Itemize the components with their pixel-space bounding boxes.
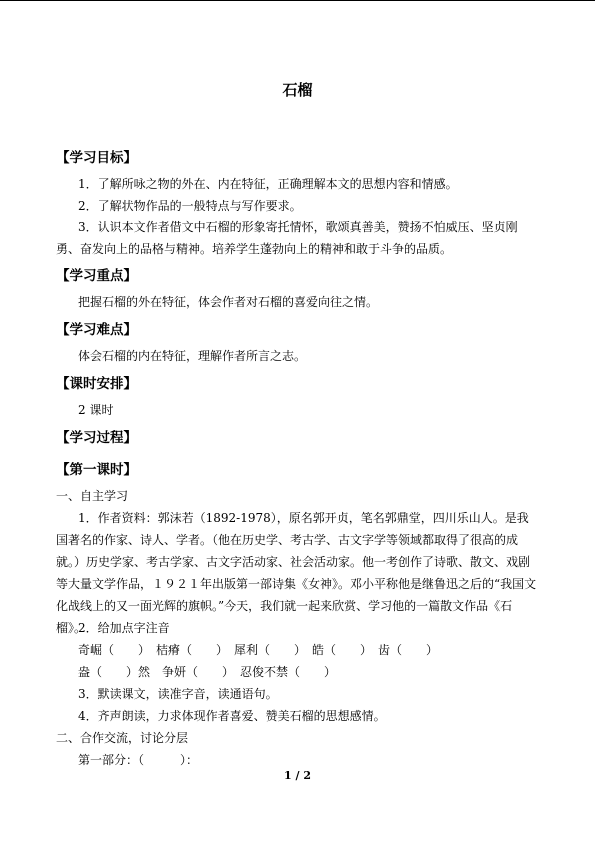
- pinyin-row-2: 盎（ ）然 争妍（ ） 忍俊不禁（ ）: [78, 665, 337, 679]
- header-rule: [0, 0, 595, 1]
- schedule-header: 【课时安排】: [56, 376, 137, 392]
- part2-title: 二、合作交流，讨论分层: [56, 731, 189, 745]
- goal-1: 1．了解所咏之物的外在、内在特征，正确理解本文的思想内容和情感。: [78, 177, 458, 191]
- focus-header: 【学习重点】: [56, 268, 137, 284]
- item-2: 2．给加点字注音: [78, 621, 170, 635]
- item-4: 4．齐声朗读，力求体现作者喜爱、赞美石榴的思想感情。: [78, 709, 386, 723]
- difficulty-text: 体会石榴的内在特征，理解作者所言之志。: [78, 349, 307, 363]
- goals-header: 【学习目标】: [56, 150, 137, 166]
- part2-first: 第一部分：（ ）：: [78, 753, 199, 767]
- goal-3-text: 3．认识本文作者借文中石榴的形象寄托情怀，歌颂真善美，赞扬不怕威压、坚贞刚勇、奋发向上的品格与精神。培养学生蓬勃向上的精神和敢于斗争的品质。: [56, 220, 518, 256]
- schedule-text: 2 课时: [78, 403, 114, 417]
- lesson1-header: 【第一课时】: [56, 462, 137, 478]
- part1-title: 一、自主学习: [56, 489, 129, 503]
- item-3: 3．默读课文，读准字音，读通语句。: [78, 687, 278, 701]
- page-number: 1 / 2: [284, 769, 311, 782]
- page-title: 石榴: [282, 81, 313, 99]
- goal-2: 2．了解状物作品的一般特点与写作要求。: [78, 199, 302, 213]
- process-header: 【学习过程】: [56, 430, 137, 446]
- difficulty-header: 【学习难点】: [56, 322, 137, 338]
- item-1-text: 1．作者资料：郭沫若（1892-1978），原名郭开贞，笔名郭鼎堂，四川乐山人。是我国著名的作家、诗人、学者。（他在历史学、考古学、古文字学等领域都取得了很高的成就。）历史学家、考古学家、古文字活动家、社会活动家。他一考创作了诗歌、散文、戏剧等大量文学作品，１９２１年出版第一部诗集《女神》。邓小平称他是继鲁迅之后的“我国文化战线上的又一面光辉的旗帜。”今天，我们就一起来欣赏、学习他的一篇散文作品《石榴》。: [56, 511, 537, 635]
- focus-text: 把握石榴的外在特征，体会作者对石榴的喜爱向往之情。: [78, 295, 379, 309]
- goal-3: [56, 216, 540, 260]
- pinyin-row-1: 奇崛（ ） 桔瘠（ ） 犀利（ ） 皓（ ） 齿（ ）: [78, 643, 439, 657]
